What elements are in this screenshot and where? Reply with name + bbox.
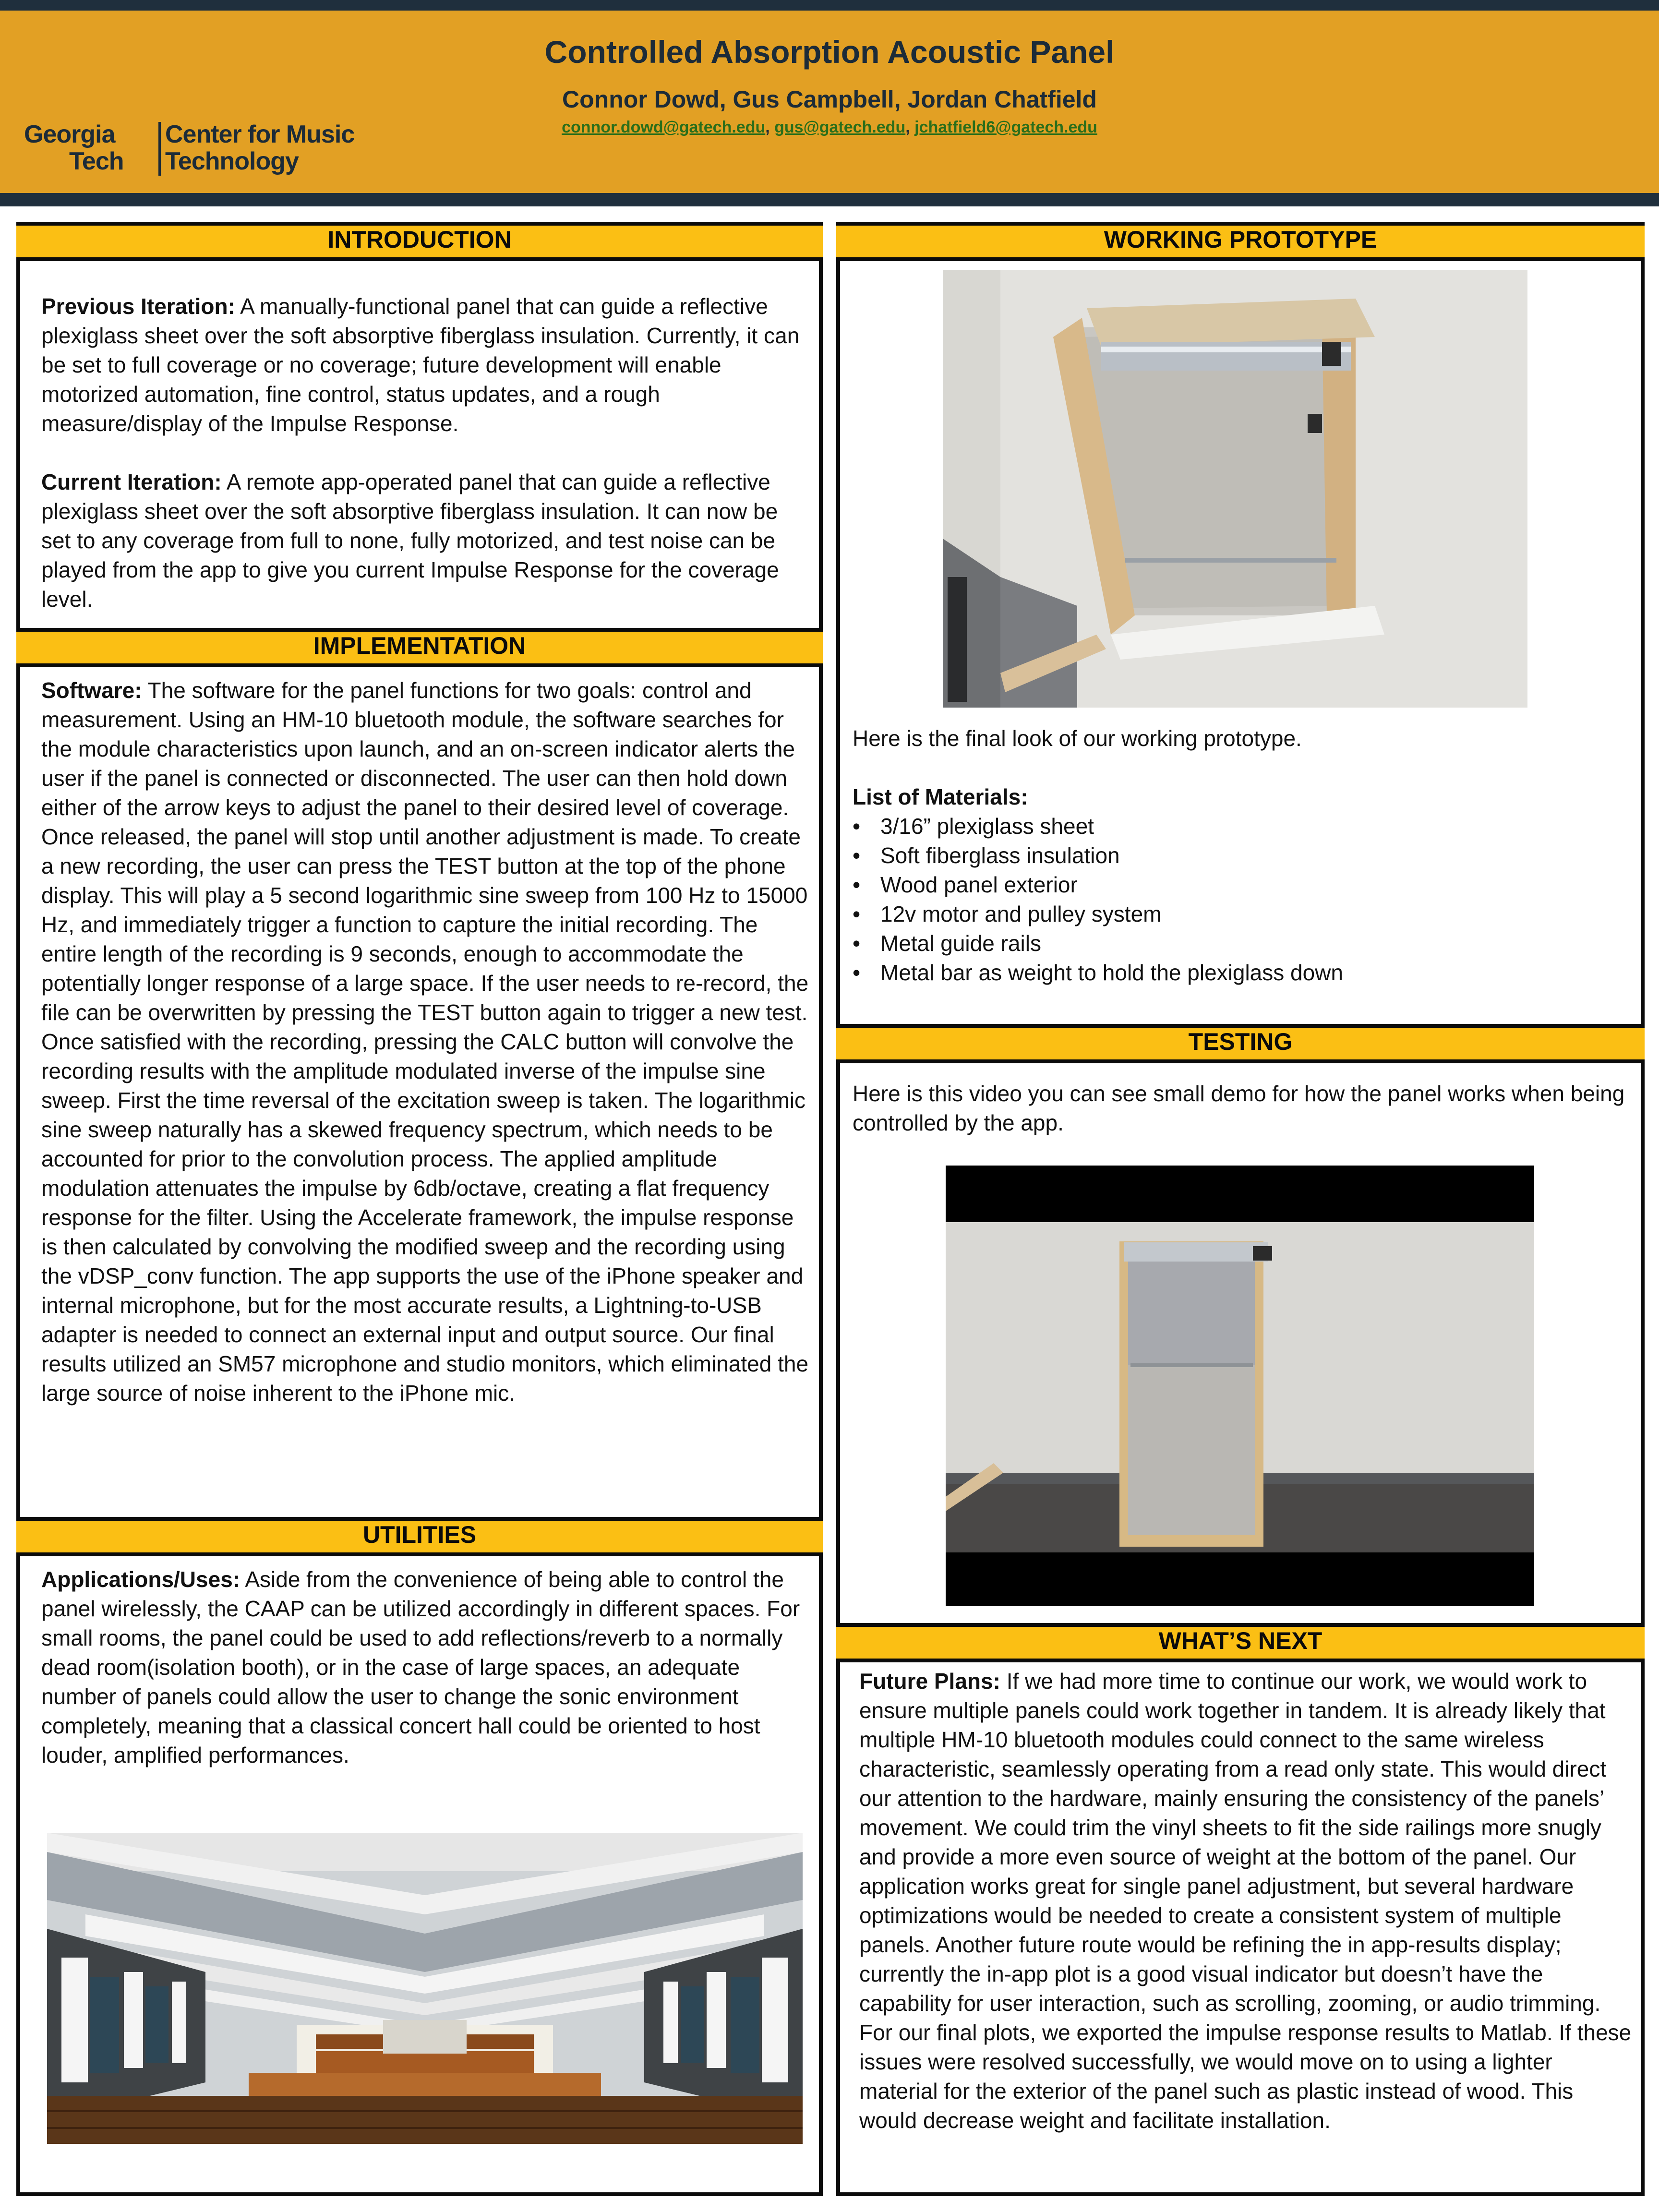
testing-body: [853, 1079, 1630, 1138]
introduction-heading: INTRODUCTION: [16, 222, 823, 261]
prototype-photo: [943, 270, 1527, 708]
software-label: Software:: [41, 678, 142, 703]
materials-para: [853, 782, 1630, 812]
email-link-connor[interactable]: connor.dowd@gatech.edu: [562, 118, 766, 136]
demo-video[interactable]: [946, 1166, 1534, 1606]
whats-next-heading: WHAT’S NEXT: [836, 1623, 1645, 1662]
testing-text: Here is this video you can see small demo for how the panel works when being controlled by the app.: [853, 1081, 1625, 1135]
list-item: • Metal guide rails: [853, 929, 1630, 958]
future-plans-text: If we had more time to continue our work, we would work to ensure multiple panels could work together in tandem. It is already likely that multiple HM-10 bluetooth modules could connect to the same wireless characteristic, seamlessly operating from a read only state. This would direct our attention to the hardware, mainly ensuring the consistency of the panels’ movement. We could trim the vinyl sheets to fit the side railings more snugly and provide a more even source of weight at the bottom of the panel. Our application works great for single panel adjustment, but several hardware optimizations would be needed to create a consistent system of multiple panels. Another future route would be refining the in app-results display; currently the in-app plot is a good visual indicator but doesn’t have the capability for user interaction, such as scrolling, zooming, or audio trimming. For our final plots, we exported the impulse response results to Matlab. If these issues were resolved successfully, we would move on to using a lighter material for the exterior of the panel such as plastic instead of wood. This would decrease weight and facilitate installation.: [859, 1669, 1632, 2133]
list-item: • 12v motor and pulley system: [853, 900, 1630, 929]
poster-authors: Connor Dowd, Gus Campbell, Jordan Chatfield: [562, 86, 1097, 113]
prototype-caption: Here is the final look of our working prototype.: [853, 726, 1302, 751]
applications-text: Aside from the convenience of being able to control the panel wirelessly, the CAAP can be utilized accordingly in different spaces. For small rooms, the panel could be used to add reflections/reverb to a normally dead room(isolation booth), or in the case of large spaces, an adequate number of panels could allow the user to change the sonic environment completely, meaning that a classical concert hall could be oriented to host louder, amplified performances.: [41, 1567, 800, 1767]
materials-list: [853, 812, 1630, 987]
concert-hall-image: [47, 1833, 803, 2144]
list-item: • Soft fiberglass insulation: [853, 841, 1630, 870]
applications-label: Applications/Uses:: [41, 1567, 240, 1592]
email-link-gus[interactable]: gus@gatech.edu: [774, 118, 906, 136]
software-text: The software for the panel functions for two goals: control and measurement. Using an HM-10 bluetooth module, the software searches for the module characteristics upon launch, and an on-screen indicator alerts the user if the panel is connected or disconnected. The user can then hold down either of the arrow keys to adjust the panel to their desired level of coverage. Once released, the panel will stop until another adjustment is made. To create a new recording, the user can press the TEST button at the top of the phone display. This will play a 5 second logarithmic sine sweep from 100 Hz to 15000 Hz, and immediately trigger a function to capture the initial recording. The entire length of the recording is 9 seconds, enough to accommodate the potentially longer response of a large space. If the user needs to re-record, the file can be overwritten by pressing the TEST button again to trigger a new test. Once satisfied with the recording, pressing the CALC button will convolve the recording results with the amplitude modulated inverse of the impulse sine sweep. First the time reversal of the excitation sweep is taken. The logarithmic sine sweep naturally has a skewed frequency spectrum, which needs to be accounted for prior to the convolution process. The applied amplitude modulation attenuates the impulse by 6db/octave, creating a flat frequency response for the filter. Using the Accelerate framework, the impulse response is then calculated by convolving the modified sweep and the recording using the vDSP_conv function. The app supports the use of the iPhone speaker and internal microphone, but for the most accurate results, a Lightning-to-USB adapter is needed to connect an external input and output source. Our final results utilized an SM57 microphone and studio monitors, which eliminated the large source of noise inherent to the iPhone mic.: [41, 678, 809, 1406]
list-item: • Metal bar as weight to hold the plexiglass down: [853, 958, 1630, 987]
implementation-heading: IMPLEMENTATION: [16, 628, 823, 667]
previous-iteration-text: A manually-functional panel that can guide a reflective plexiglass sheet over the soft absorptive fiberglass insulation. Currently, it can be set to full coverage or no coverage; future development will enable motorized automation, fine control, status updates, and a rough measure/display of the Impulse Response.: [41, 294, 800, 436]
implementation-body: [41, 676, 809, 1408]
applications-para: [41, 1565, 809, 1770]
logo-tech: Tech: [69, 147, 124, 175]
prototype-heading: WORKING PROTOTYPE: [836, 222, 1645, 261]
header-band: [0, 193, 1659, 206]
testing-heading: TESTING: [836, 1024, 1645, 1063]
prototype-render: [943, 270, 1527, 708]
logo-georgia: Georgia: [24, 120, 115, 148]
software-para: [41, 676, 809, 1408]
list-item: • Wood panel exterior: [853, 870, 1630, 900]
materials-label: List of Materials:: [853, 784, 1028, 809]
whats-next-body: [859, 1667, 1632, 2135]
previous-iteration-label: Previous Iteration:: [41, 294, 235, 319]
prototype-body: [853, 724, 1630, 987]
concert-hall-render: [47, 1833, 803, 2144]
poster-title: Controlled Absorption Acoustic Panel: [544, 34, 1115, 70]
current-iteration-para: [41, 468, 809, 614]
top-strip: [0, 0, 1659, 11]
email-link-jordan[interactable]: jchatfield6@gatech.edu: [914, 118, 1097, 136]
logo-technology: Technology: [165, 147, 299, 175]
introduction-body: [41, 292, 809, 614]
current-iteration-label: Current Iteration:: [41, 469, 222, 494]
current-iteration-text: A remote app-operated panel that can guide a reflective plexiglass sheet over the soft absorptive fiberglass insulation. It can now be set to any coverage from full to none, fully motorized, and test noise can be played from the app to give you current Impulse Response for the coverage level.: [41, 469, 779, 612]
list-item: • 3/16” plexiglass sheet: [853, 812, 1630, 841]
email-separator: ,: [905, 118, 915, 136]
logo-center-for-music: Center for Music: [165, 120, 355, 148]
utilities-body: [41, 1565, 809, 1770]
future-plans-label: Future Plans:: [859, 1669, 1000, 1694]
previous-iteration-para: [41, 292, 809, 438]
logo-divider: [158, 122, 161, 176]
demo-video-frame: [946, 1166, 1534, 1606]
gt-cmt-logo: [23, 119, 388, 181]
future-plans-para: [859, 1667, 1632, 2135]
utilities-heading: UTILITIES: [16, 1517, 823, 1556]
email-separator: ,: [765, 118, 775, 136]
